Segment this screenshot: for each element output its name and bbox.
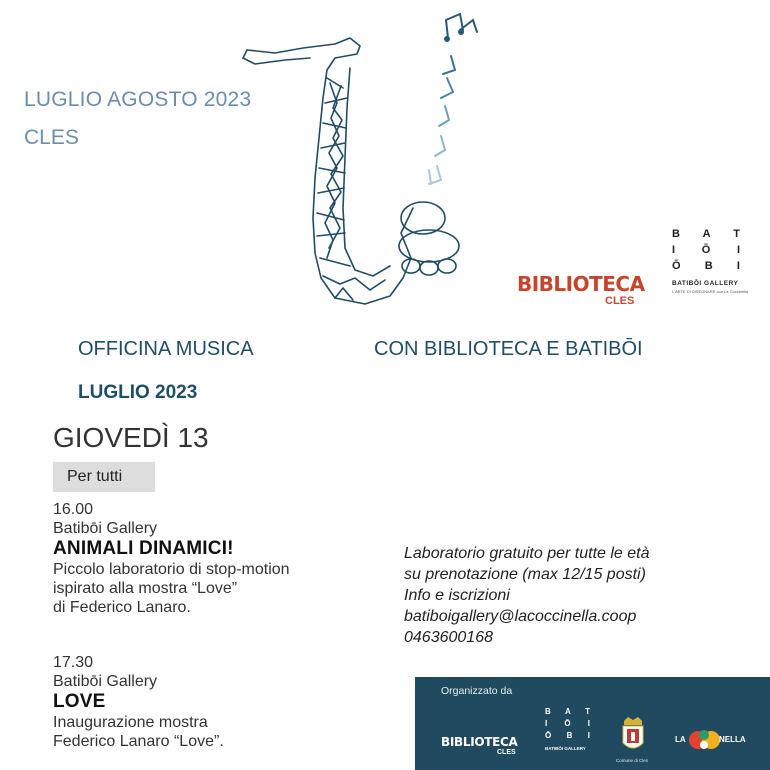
event-description-line: di Federico Lanaro. <box>53 599 191 616</box>
info-line: su prenotazione (max 12/15 posti) <box>404 566 646 583</box>
coccinella-logo-la: LA <box>675 735 686 744</box>
batiboi-logo <box>672 228 752 318</box>
event-title: LOVE <box>53 691 106 712</box>
section-title-left: OFFICINA MUSICA <box>78 338 254 360</box>
batiboi-logo-row-1: B A T <box>672 228 742 240</box>
footer-biblioteca-logo: BIBLIOTECA <box>441 735 518 749</box>
event-place: Batibōi Gallery <box>53 520 158 537</box>
contact-phone[interactable]: 0463600168 <box>404 629 493 646</box>
event-item <box>53 500 290 617</box>
event-time: 16.00 <box>53 501 94 518</box>
batiboi-logo-row-3: Ō B I <box>672 260 742 272</box>
event-description-line: ispirato alla mostra “Love” <box>53 580 238 597</box>
audience-badge: Per tutti <box>53 462 155 492</box>
footer-batiboi-logo: B A T I Ō I Ō B I BATIBŌI GALLERY <box>545 707 591 751</box>
comune-crest-icon <box>618 715 648 759</box>
day-heading: GIOVEDÌ 13 <box>53 422 209 453</box>
organizer-footer <box>415 677 770 770</box>
batiboi-logo-tagline: L'ARTE DI DISEGNARE con La Coccinella <box>672 289 749 294</box>
coccinella-logo-nella: NELLA <box>719 735 746 744</box>
event-time: 17.30 <box>53 654 94 671</box>
batiboi-logo-row-2: I Ō I <box>672 244 742 256</box>
header-city: CLES <box>24 126 79 149</box>
event-title: ANIMALI DINAMICI! <box>53 538 234 559</box>
info-line: Laboratorio gratuito per tutte le età <box>404 545 650 562</box>
event-place: Batibōi Gallery <box>53 673 158 690</box>
batiboi-logo-name: BATIBŌI GALLERY <box>672 280 739 287</box>
comune-caption: Comune di Cles <box>616 758 649 763</box>
organizer-label: Organizzato da <box>441 685 513 697</box>
saxophone-illustration <box>215 8 495 308</box>
coccinella-logo <box>675 725 755 755</box>
footer-biblioteca-city: CLES <box>497 749 516 756</box>
event-description-line: Piccolo laboratorio di stop-motion <box>53 561 290 578</box>
header-dates: LUGLIO AGOSTO 2023 <box>24 88 252 111</box>
biblioteca-logo: BIBLIOTECA <box>517 272 645 296</box>
info-block <box>404 543 650 648</box>
month-heading: LUGLIO 2023 <box>78 382 198 403</box>
event-item <box>53 653 224 751</box>
coccinella-icon <box>689 727 721 753</box>
event-description-line: Inaugurazione mostra <box>53 714 208 731</box>
biblioteca-logo-city: CLES <box>605 295 635 307</box>
info-line: Info e iscrizioni <box>404 587 510 604</box>
event-description-line: Federico Lanaro “Love”. <box>53 733 224 750</box>
footer-batiboi-name: BATIBŌI GALLERY <box>545 746 586 751</box>
section-title-right: CON BIBLIOTECA E BATIBŌI <box>374 338 643 360</box>
contact-email[interactable]: batiboigallery@lacoccinella.coop <box>404 608 637 625</box>
